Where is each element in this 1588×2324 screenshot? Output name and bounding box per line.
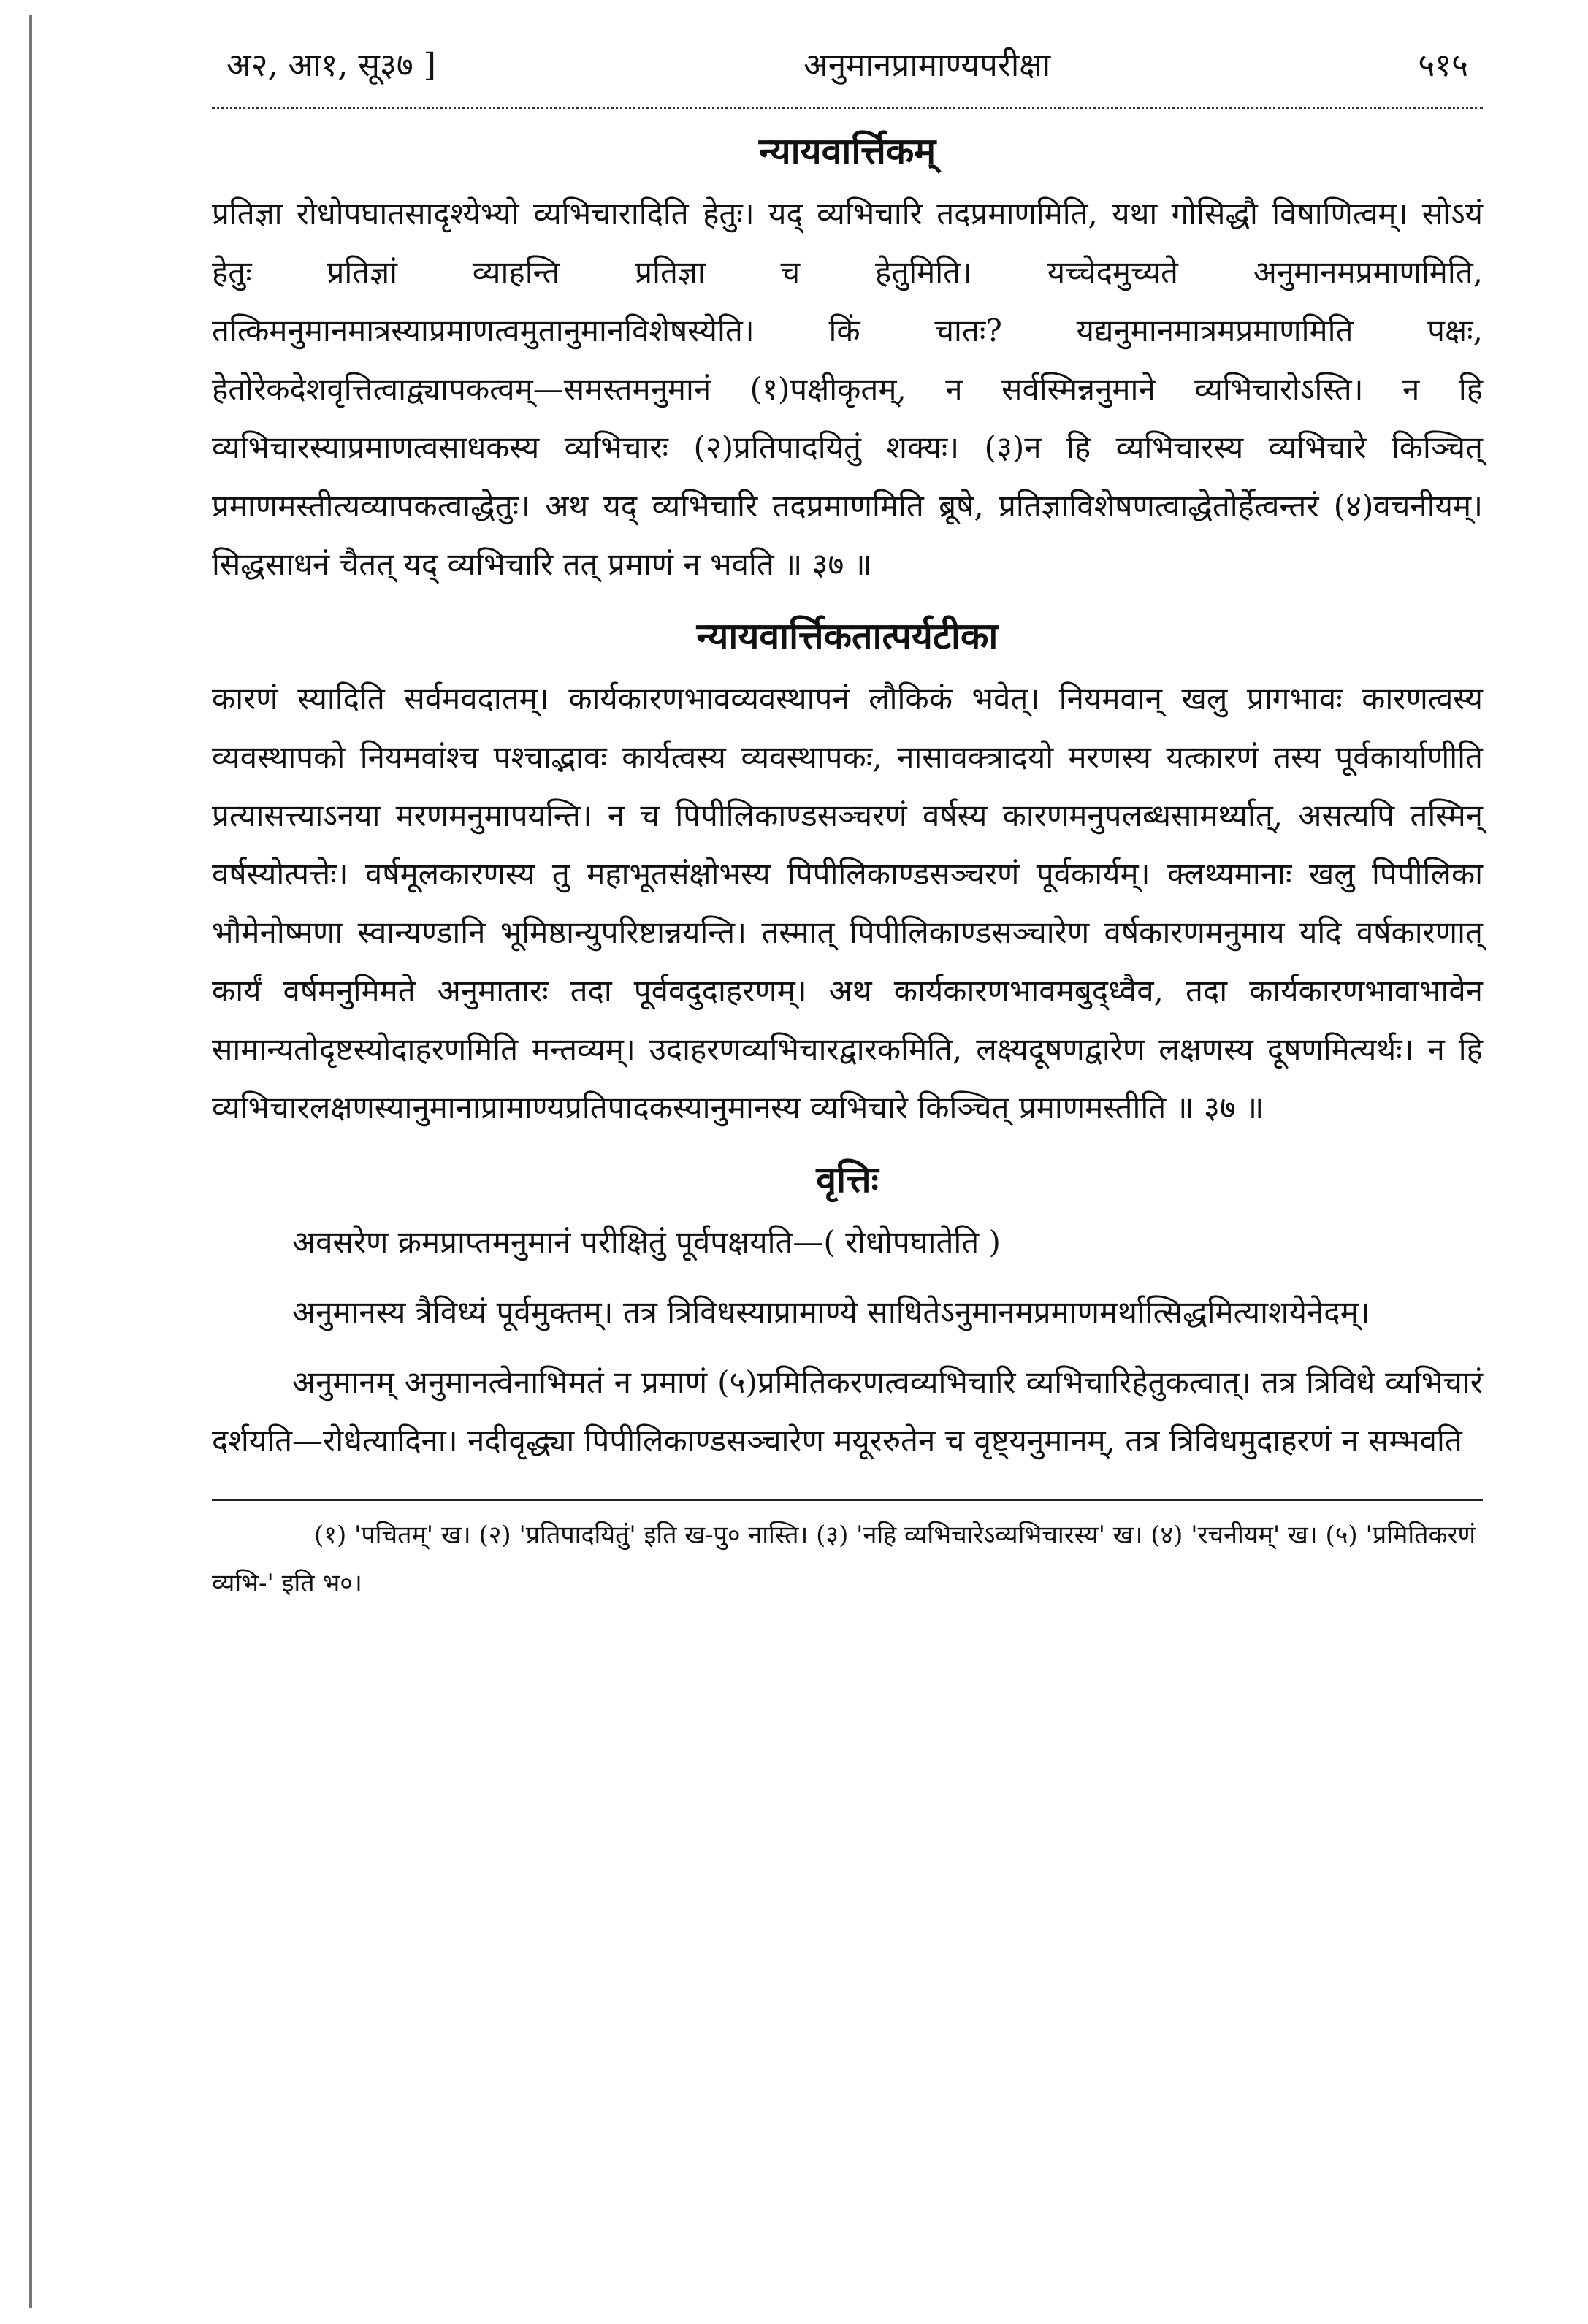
section-title: वृत्तिः: [816, 1158, 879, 1201]
body-paragraph: अनुमानम् अनुमानत्वेनाभिमतं न प्रमाणं (५)प्रमितिकरणत्वव्यभिचारि व्यभिचारिहेतुकत्वात्। तत्र त्रिविधे व्यभिचारं दर्शयति—रोधेत्यादिना। नदीवृद्ध्या पिपीलिकाण्डसञ्चारेण मयूररुतेन च वृष्ट्यनुमानम्, तत्र त्रिविधमुदाहरणं न सम्भवति: [212, 1364, 1483, 1459]
footnote-rule: [212, 1499, 1483, 1501]
body-paragraph: अनुमानस्य त्रैविध्यं पूर्वमुक्तम्। तत्र त्रिविधस्याप्रामाण्ये साधितेऽनुमानमप्रमाणमर्थात्सिद्धमित्याशयेनेदम्।: [292, 1294, 1370, 1330]
header-rule: [212, 95, 1483, 109]
page: [212, 44, 1483, 1608]
section-vritti: [212, 1153, 1483, 1470]
running-head: [212, 44, 1483, 88]
body-paragraph: कारणं स्यादिति सर्वमवदातम्। कार्यकारणभावव्यवस्थापनं लौकिकं भवेत्। नियमवान् खलु प्रागभावः कारणत्वस्य व्यवस्थापको नियमवांश्च पश्चाद्भावः कार्यत्वस्य व्यवस्थापकः, नासावक्त्रादयो मरणस्य यत्कारणं तस्य पूर्वकार्याणीति प्रत्यासत्त्याऽनया मरणमनुमापयन्ति। न च पिपीलिकाण्डसञ्चरणं वर्षस्य कारणमनुपलब्धसामर्थ्यात्, असत्यपि तस्मिन् वर्षस्योत्पत्तेः। वर्षमूलकारणस्य तु महाभूतसंक्षोभस्य पिपीलिकाण्डसञ्चरणं पूर्वकार्यम्। क्लथ्यमानाः खलु पिपीलिका भौमेनोष्मणा स्वान्यण्डानि भूमिष्ठान्युपरिष्टान्नयन्ति। तस्मात् पिपीलिकाण्डसञ्चारेण वर्षकारणमनुमाय यदि वर्षकारणात् कार्यं वर्षमनुमिमते अनुमातारः तदा पूर्ववदुदाहरणम्। अथ कार्यकारणभावमबुद्ध्वैव, तदा कार्यकारणभावाभावेन सामान्यतोदृष्टस्योदाहरणमिति मन्तव्यम्। उदाहरणव्यभिचारद्वारकमिति, लक्ष्यदूषणद्वारेण लक्षणस्य दूषणमित्यर्थः। न हि व्यभिचारलक्षणस्यानुमानाप्रामाण्यप्रतिपादकस्यानुमानस्य व्यभिचारे किञ्चित् प्रमाणमस्तीति ॥ ३७ ॥: [212, 681, 1483, 1125]
section-title: न्यायवार्त्तिकम्: [758, 129, 936, 172]
section-tatparyatika: [212, 610, 1483, 1137]
page-number: ५१५: [1418, 47, 1468, 84]
page-edge-rule: [29, 15, 32, 2308]
body-paragraph: प्रतिज्ञा रोधोपघातसादृश्येभ्यो व्यभिचारादिति हेतुः। यद् व्यभिचारि तदप्रमाणमिति, यथा गोसिद्धौ विषाणित्वम्। सोऽयं हेतुः प्रतिज्ञां व्याहन्ति प्रतिज्ञा च हेतुमिति। यच्चेदमुच्यते अनुमानमप्रमाणमिति, तत्किमनुमानमात्रस्याप्रमाणत्वमुतानुमानविशेषस्येति। किं चातः? यद्यनुमानमात्रमप्रमाणमिति पक्षः, हेतोरेकदेशवृत्तित्वाद्व्यापकत्वम्—समस्तमनुमानं (१)पक्षीकृतम्, न सर्वस्मिन्ननुमाने व्यभिचारोऽस्ति। न हि व्यभिचारस्याप्रमाणत्वसाधकस्य व्यभिचारः (२)प्रतिपादयितुं शक्यः। (३)न हि व्यभिचारस्य व्यभिचारे किञ्चित् प्रमाणमस्तीत्यव्यापकत्वाद्धेतुः। अथ यद् व्यभिचारि तदप्रमाणमिति ब्रूषे, प्रतिज्ञाविशेषणत्वाद्धेतोर्हेत्वन्तरं (४)वचनीयम्। सिद्धसाधनं चैतत् यद् व्यभिचारि तत् प्रमाणं न भवति ॥ ३७ ॥: [212, 196, 1483, 582]
section-nyayavartika: [212, 125, 1483, 594]
body-paragraph: अवसरेण क्रमप्राप्तमनुमानं परीक्षितुं पूर्वपक्षयति—( रोधोपघातेति ): [292, 1224, 1001, 1260]
header-reference: अ२, आ१, सू३७ ]: [226, 47, 436, 84]
header-title: अनुमानप्रामाण्यपरीक्षा: [803, 47, 1051, 84]
section-title: न्यायवार्त्तिकतात्पर्यटीका: [696, 614, 999, 657]
footnotes: (१) 'पचितम्' ख। (२) 'प्रतिपादयितुं' इति ख-पु० नास्ति। (३) 'नहि व्यभिचारेऽव्यभिचारस्य' ख। (४) 'रचनीयम्' ख। (५) 'प्रमितिकरणं व्यभि-' इति भ०।: [212, 1521, 1476, 1598]
